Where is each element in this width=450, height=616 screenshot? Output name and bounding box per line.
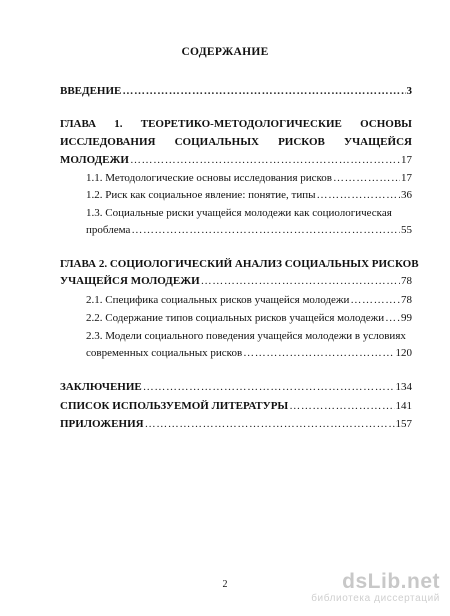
toc-entry-label: ПРИЛОЖЕНИЯ xyxy=(60,418,144,430)
chapter1-word: ОСНОВЫ xyxy=(360,118,412,130)
toc-page-number: 134 xyxy=(395,381,412,393)
chapter1-word: СОЦИАЛЬНЫХ xyxy=(174,136,259,148)
leader-dots xyxy=(143,380,395,394)
toc-entry-label: СПИСОК ИСПОЛЬЗУЕМОЙ ЛИТЕРАТУРЫ xyxy=(60,400,289,412)
page-title: СОДЕРЖАНИЕ xyxy=(181,46,269,58)
toc-entry-chapter2[interactable] xyxy=(60,274,412,288)
toc-entry-section-1-3[interactable] xyxy=(86,223,412,237)
toc-page-number: 157 xyxy=(395,418,412,430)
toc-entry-label: 1.2. Риск как социальное явление: понятие, типы xyxy=(86,189,316,201)
chapter1-word: ГЛАВА xyxy=(60,118,97,130)
toc-page-number: 78 xyxy=(401,294,412,306)
toc-entry-label: УЧАЩЕЙСЯ МОЛОДЕЖИ xyxy=(60,275,200,287)
toc-entry-label: ВВЕДЕНИЕ xyxy=(60,85,122,97)
toc-entry-section-1-3-line1: 1.3. Социальные риски учащейся молодежи как социологическая xyxy=(86,207,392,219)
toc-entry-section-2-1[interactable] xyxy=(86,293,412,307)
toc-entry-introduction[interactable] xyxy=(60,84,412,98)
leader-dots xyxy=(131,223,400,237)
leader-dots xyxy=(201,274,400,288)
leader-dots xyxy=(350,293,400,307)
leader-dots xyxy=(317,188,400,202)
leader-dots xyxy=(243,346,394,360)
toc-page-number: 55 xyxy=(401,224,412,236)
toc-entry-section-2-2[interactable] xyxy=(86,311,412,325)
chapter1-word: ТЕОРЕТИКО-МЕТОДОЛОГИЧЕСКИЕ xyxy=(140,118,342,130)
toc-page-number: 99 xyxy=(401,312,412,324)
chapter1-heading-line2[interactable] xyxy=(60,135,412,149)
toc-page-number: 3 xyxy=(406,85,412,97)
toc-entry-label: ЗАКЛЮЧЕНИЕ xyxy=(60,381,142,393)
toc-entry-label: 1.1. Методологические основы исследования рисков xyxy=(86,172,333,184)
toc-entry-label: МОЛОДЕЖИ xyxy=(60,154,129,166)
watermark-sub: библиотека диссертаций xyxy=(311,593,440,604)
toc-page-number: 78 xyxy=(401,275,412,287)
chapter1-heading-line1[interactable] xyxy=(60,117,412,131)
toc-page-number: 17 xyxy=(401,172,412,184)
toc-entry-label: проблема xyxy=(86,224,131,236)
toc-entry-label: 2.2. Содержание типов социальных рисков учащейся молодежи xyxy=(86,312,385,324)
page-number: 2 xyxy=(222,579,228,590)
chapter2-heading-line1: ГЛАВА 2. СОЦИОЛОГИЧЕСКИЙ АНАЛИЗ СОЦИАЛЬНЫХ РИСКОВ xyxy=(60,258,419,270)
watermark-logo xyxy=(311,571,440,605)
toc-entry-conclusion[interactable] xyxy=(60,380,412,394)
watermark-main: dsLib.net xyxy=(342,570,440,593)
toc-entry-section-1-1[interactable] xyxy=(86,171,412,185)
toc-entry-label: современных социальных рисков xyxy=(86,347,243,359)
leader-dots xyxy=(130,153,400,167)
chapter1-word: УЧАЩЕЙСЯ xyxy=(344,136,412,148)
toc-entry-chapter1[interactable] xyxy=(60,153,412,167)
toc-entry-section-2-3[interactable] xyxy=(86,346,412,360)
toc-entry-appendix[interactable] xyxy=(60,417,412,431)
toc-page-number: 120 xyxy=(395,347,412,359)
toc-entry-section-2-3-line1: 2.3. Модели социального поведения учащейся молодежи в условиях xyxy=(86,330,406,342)
leader-dots xyxy=(289,399,394,413)
toc-page-number: 141 xyxy=(395,400,412,412)
toc-entry-section-1-2[interactable] xyxy=(86,188,412,202)
toc-entry-label: 2.1. Специфика социальных рисков учащейся молодежи xyxy=(86,294,350,306)
leader-dots xyxy=(385,311,400,325)
chapter1-word: РИСКОВ xyxy=(278,136,325,148)
chapter1-word: 1. xyxy=(114,118,123,130)
leader-dots xyxy=(145,417,395,431)
chapter1-word: ИССЛЕДОВАНИЯ xyxy=(60,136,156,148)
toc-page-number: 17 xyxy=(401,154,412,166)
leader-dots xyxy=(333,171,400,185)
toc-entry-references[interactable] xyxy=(60,399,412,413)
leader-dots xyxy=(122,84,405,98)
toc-page-number: 36 xyxy=(401,189,412,201)
